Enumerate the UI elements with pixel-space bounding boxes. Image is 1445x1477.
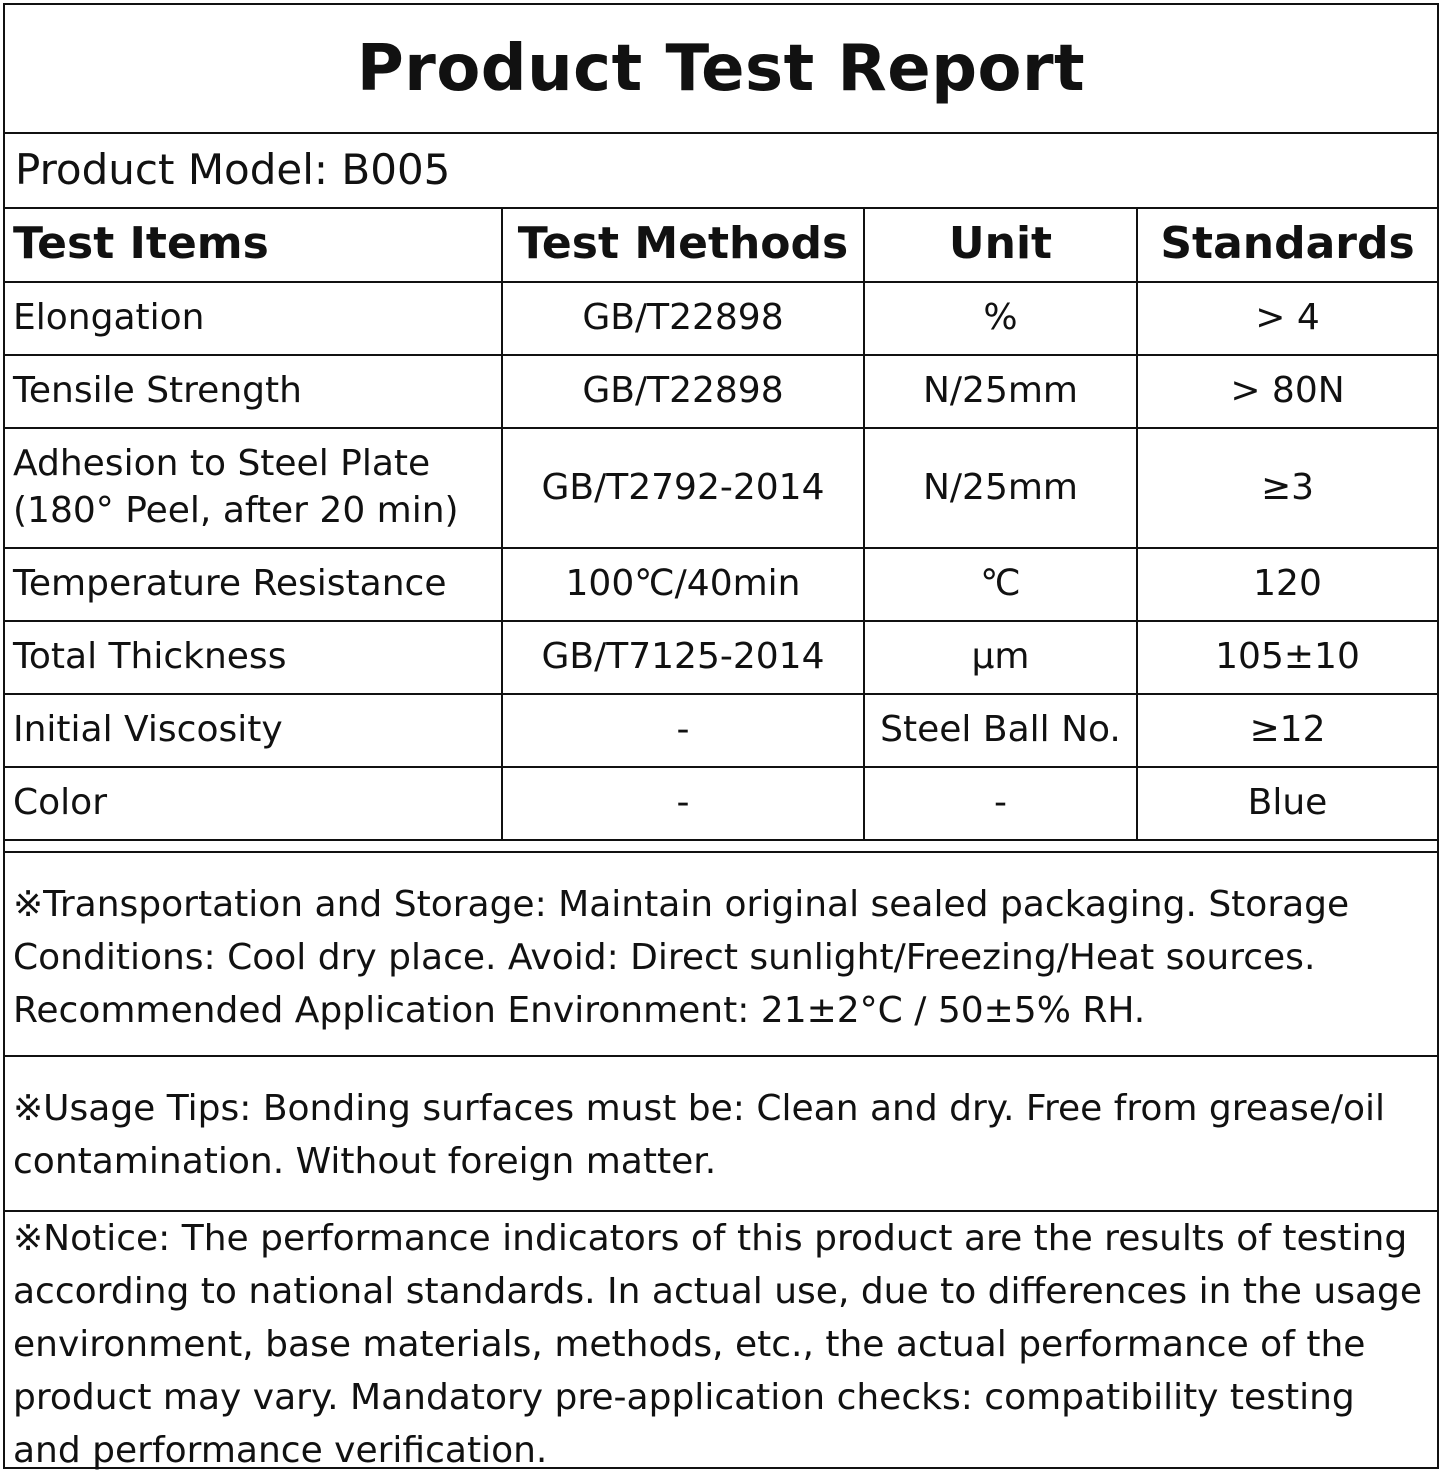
- test-item: Elongation: [5, 282, 502, 355]
- test-item: Tensile Strength: [5, 355, 502, 428]
- unit: ℃: [864, 548, 1137, 621]
- standard: > 4: [1137, 282, 1437, 355]
- test-method: -: [502, 694, 864, 767]
- table-row: [5, 282, 1437, 355]
- test-item: Color: [5, 767, 502, 840]
- test-method: GB/T22898: [502, 282, 864, 355]
- test-item-line-1: Adhesion to Steel Plate: [13, 443, 431, 485]
- table-row: [5, 355, 1437, 428]
- header-test-items: Test Items: [5, 207, 502, 282]
- unit: %: [864, 282, 1137, 355]
- test-method: GB/T7125-2014: [502, 621, 864, 694]
- notice-note: ※Notice: The performance indicators of this product are the results of testing according to national standards. In actual use, due to differences in the usage environment, base materials, methods, etc., the actual performance of the product may vary. Mandatory pre-application checks: compatibility testing and performance verification.: [13, 1218, 1423, 1471]
- unit: N/25mm: [864, 428, 1137, 548]
- standard: ≥12: [1137, 694, 1437, 767]
- test-item: Temperature Resistance: [5, 548, 502, 621]
- unit: -: [864, 767, 1137, 840]
- test-item: Total Thickness: [5, 621, 502, 694]
- standard: > 80N: [1137, 355, 1437, 428]
- header-standards: Standards: [1137, 207, 1437, 282]
- test-method: GB/T22898: [502, 355, 864, 428]
- test-item: Initial Viscosity: [5, 694, 502, 767]
- transport-storage-note: ※Transportation and Storage: Maintain original sealed packaging. Storage Conditions: Cool dry place. Avoid: Direct sunlight/Freezing/Heat sources. Recommended Application Environment: 21±2°C / 50±5% RH.: [5, 851, 1437, 1057]
- unit: Steel Ball No.: [864, 694, 1137, 767]
- header-test-methods: Test Methods: [502, 207, 864, 282]
- standard: Blue: [1137, 767, 1437, 840]
- header-unit: Unit: [864, 207, 1137, 282]
- standard: 120: [1137, 548, 1437, 621]
- product-model: Product Model: B005: [5, 132, 1437, 209]
- test-item-line-2: (180° Peel, after 20 min): [13, 490, 459, 531]
- table-row: [5, 548, 1437, 621]
- test-item: [5, 428, 502, 548]
- test-report: [3, 3, 1439, 1469]
- usage-tips-note: ※Usage Tips: Bonding surfaces must be: Clean and dry. Free from grease/oil contamination. Without foreign matter.: [5, 1057, 1437, 1212]
- table-header-row: [5, 207, 1437, 282]
- report-title: Product Test Report: [5, 5, 1437, 134]
- unit: μm: [864, 621, 1137, 694]
- spec-table: [5, 207, 1437, 841]
- table-row: [5, 767, 1437, 840]
- table-row: [5, 694, 1437, 767]
- standard: ≥3: [1137, 428, 1437, 548]
- table-row: [5, 428, 1437, 548]
- test-method: 100℃/40min: [502, 548, 864, 621]
- test-method: -: [502, 767, 864, 840]
- test-method: GB/T2792-2014: [502, 428, 864, 548]
- table-row: [5, 621, 1437, 694]
- unit: N/25mm: [864, 355, 1137, 428]
- standard: 105±10: [1137, 621, 1437, 694]
